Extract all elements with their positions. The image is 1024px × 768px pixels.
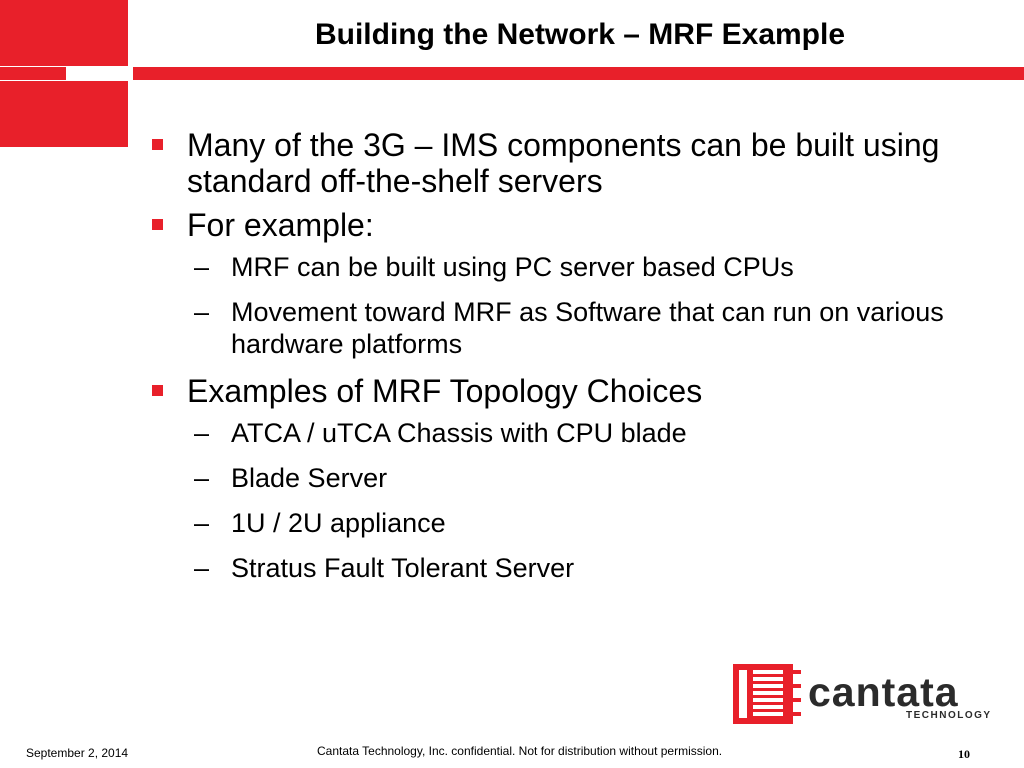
- page-number: 10: [958, 747, 970, 761]
- footer-date: September 2, 2014: [26, 746, 129, 760]
- bullet-list: [150, 127, 1010, 597]
- bullet-text: Examples of MRF Topology Choices: [187, 373, 703, 409]
- bullet-item: [150, 127, 1010, 199]
- bullet-square-icon: [152, 385, 163, 396]
- logo-wordmark: cantata: [808, 669, 959, 715]
- sub-bullet-item: [194, 507, 1010, 539]
- footer-confidential: Cantata Technology, Inc. confidential. Not for distribution without permission.: [317, 744, 723, 758]
- sub-bullet-text: Movement toward MRF as Software that can run on various hardware platforms: [231, 297, 944, 359]
- sub-bullet-item: [194, 462, 1010, 494]
- sub-bullet-text: ATCA / uTCA Chassis with CPU blade: [231, 418, 687, 448]
- sub-bullet-item: [194, 251, 1010, 283]
- sub-bullet-item: [194, 552, 1010, 584]
- corner-block-top: [0, 0, 128, 66]
- sub-bullet-item: [194, 296, 1010, 360]
- corner-block-bottom: [0, 81, 128, 147]
- sub-bullet-text: Blade Server: [231, 463, 388, 493]
- sub-bullet-text: MRF can be built using PC server based CPUs: [231, 252, 794, 282]
- dash-marker: –: [194, 418, 210, 448]
- corner-block-left-stripe: [0, 67, 66, 80]
- bullet-item: [150, 207, 1010, 243]
- title-underline: [133, 67, 1024, 80]
- dash-marker: –: [194, 252, 210, 282]
- dash-marker: –: [194, 297, 210, 327]
- sub-bullet-text: 1U / 2U appliance: [231, 508, 446, 538]
- bullet-text: For example:: [187, 207, 374, 243]
- sub-bullet-item: [194, 417, 1010, 449]
- logo-subtitle: TECHNOLOGY: [906, 710, 992, 721]
- dash-marker: –: [194, 553, 210, 583]
- bullet-item: [150, 373, 1010, 409]
- dash-marker: –: [194, 508, 210, 538]
- bullet-text: Many of the 3G – IMS components can be built using standard off-the-shelf servers: [187, 127, 940, 199]
- bullet-square-icon: [152, 219, 163, 230]
- slide-title: Building the Network – MRF Example: [314, 18, 846, 51]
- dash-marker: –: [194, 463, 210, 493]
- bullet-square-icon: [152, 139, 163, 150]
- sub-bullet-text: Stratus Fault Tolerant Server: [231, 553, 575, 583]
